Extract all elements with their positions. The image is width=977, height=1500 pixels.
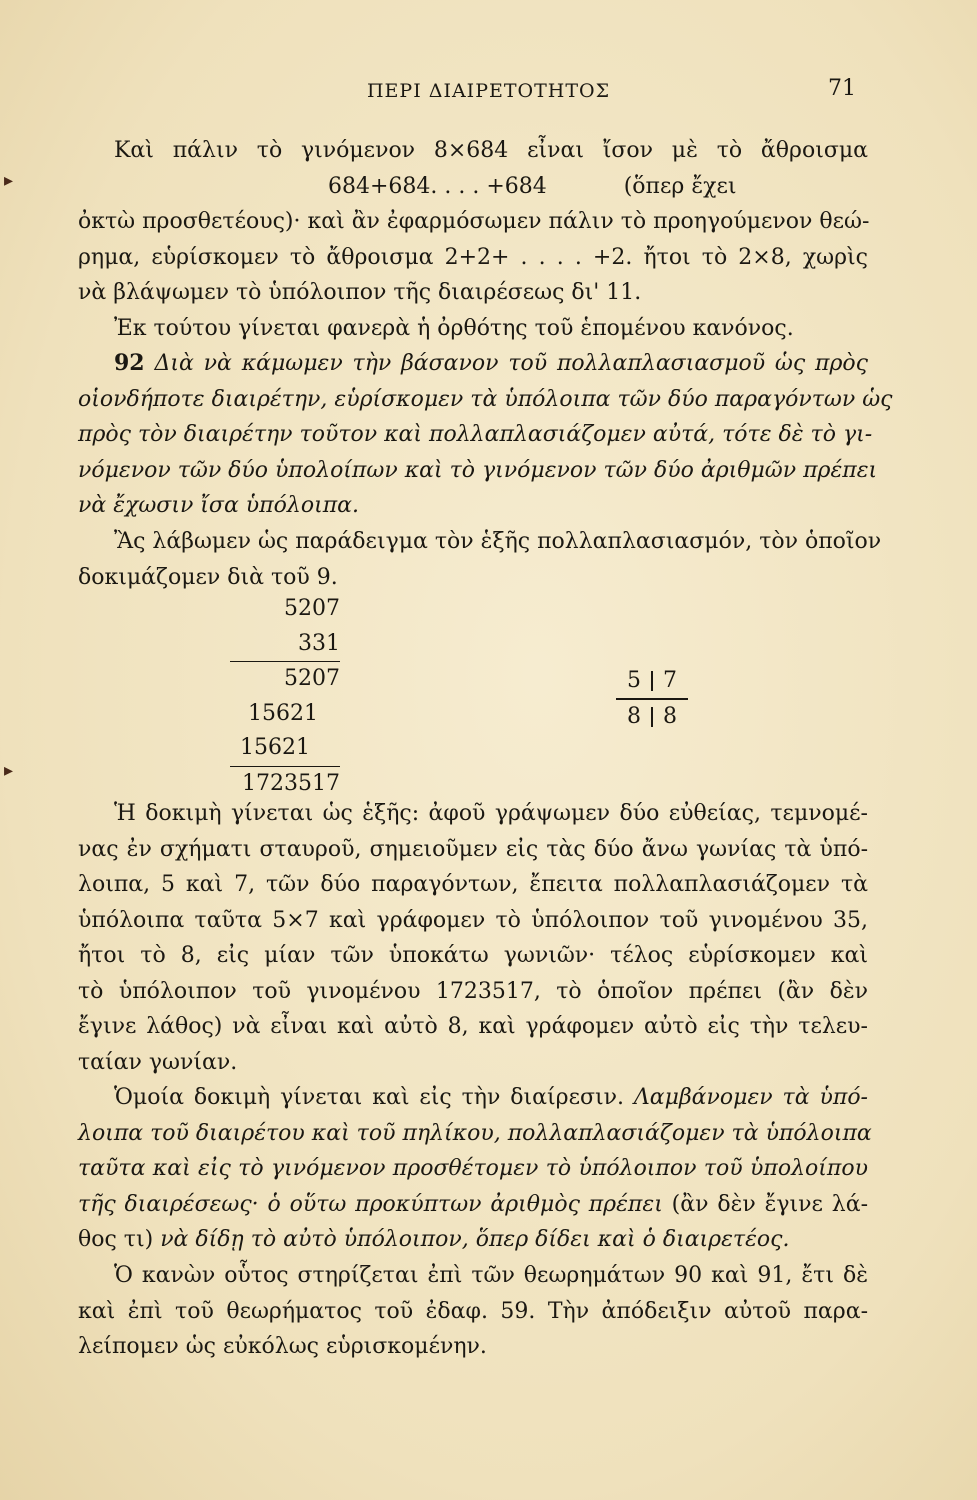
explanation-paragraph — [78, 796, 868, 1080]
cross-top-right: 7 — [663, 668, 677, 693]
text-line: ὑπόλοιπα ταῦτα 5⨯7 καὶ γράφομεν τὸ ὑπόλοιπον τοῦ γινομένου 35, — [78, 907, 868, 933]
text-line: οἱονδήποτε διαιρέτην, εὑρίσκομεν τὰ ὑπόλοιπα τῶν δύο παραγόντων ὡς — [78, 386, 893, 412]
text-line: Ὁ κανὼν οὗτος στηρίζεται ἐπὶ τῶν θεωρημάτων 90 καὶ 91, ἔτι δὲ — [114, 1263, 868, 1288]
division-text: νὰ δίδῃ τὸ αὐτὸ ὑπόλοιπον, ὅπερ δίδει καὶ ὁ διαιρετέος. — [160, 1227, 790, 1252]
intro-paragraph — [78, 133, 868, 346]
text-line: νας ἐν σχήματι σταυροῦ, σημειοῦμεν εἰς τὰς δύο ἄνω γωνίας τὰ ὑπό- — [78, 836, 868, 862]
section-92 — [78, 346, 893, 524]
text-line — [78, 1187, 868, 1223]
cross-top-left: 5 — [627, 668, 641, 693]
text-line: 684+684. . . . +684 (ὅπερ ἔχει — [328, 173, 737, 199]
closing-paragraph — [78, 1258, 868, 1365]
text-line: ἤτοι τὸ 8, εἰς μίαν τῶν ὑποκάτω γωνιῶν· τέλος εὑρίσκομεν καὶ — [78, 943, 868, 968]
running-header: ΠΕΡΙ ΔΙΑΙΡΕΤΟΤΗΤΟΣ — [366, 80, 611, 102]
text-line: δοκιμάζομεν διὰ τοῦ 9. — [78, 564, 338, 590]
text-line: τὸ ὑπόλοιπον τοῦ γινομένου 1723517, τὸ ὁποῖον πρέπει (ἂν δὲν — [78, 978, 868, 1004]
margin-mark: ▸ — [4, 170, 14, 191]
text-line: καὶ ἐπὶ τοῦ θεωρήματος τοῦ ἐδαφ. 59. Τὴν ἀπόδειξιν αὐτοῦ παρα- — [78, 1298, 868, 1324]
text-line: ὀκτὼ προσθετέους)· καὶ ἂν ἐφαρμόσωμεν πάλιν τὸ προηγούμενον θεώ- — [78, 209, 870, 234]
division-parenthetical: θος τι) — [78, 1227, 154, 1252]
text-line: λείπομεν ὡς εὐκόλως εὑρισκομένην. — [78, 1334, 487, 1359]
text-line: πρὸς τὸν διαιρέτην τοῦτον καὶ πολλαπλασιάζομεν αὐτά, τότε δὲ τὸ γι- — [78, 422, 873, 447]
multiplication-layout — [240, 592, 340, 802]
text-line: ρημα, εὑρίσκομεν τὸ ἄθροισμα 2+2+ . . . . +2. ἤτοι τὸ 2⨯8, χωρὶς — [78, 244, 868, 270]
division-parenthetical: (ἂν δὲν ἔγινε λά- — [671, 1191, 868, 1217]
text-line: Ἂς λάβωμεν ὡς παράδειγμα τὸν ἑξῆς πολλαπλασιασμόν, τὸν ὁποῖον — [114, 529, 882, 554]
product: 1723517 — [242, 770, 340, 796]
text-line: Ἡ δοκιμὴ γίνεται ὡς ἑξῆς: ἀφοῦ γράψωμεν δύο εὐθείας, τεμνομέ- — [114, 801, 868, 826]
text-line: λοιπα τοῦ διαιρέτου καὶ τοῦ πηλίκου, πολλαπλασιάζομεν τὰ ὑπόλοιπα — [78, 1120, 872, 1146]
partial-product: 5207 — [284, 666, 340, 692]
text-line: ταῦτα καὶ εἰς τὸ γινόμενον προσθέτομεν τὸ ὑπόλοιπον τοῦ ὑπολοίπου — [78, 1156, 868, 1181]
partial-product: 15621 — [248, 700, 318, 726]
text-line — [78, 346, 868, 382]
cross-bottom-left: 8 — [627, 703, 641, 729]
division-lead-italic: Λαμβάνομεν τὰ ὑπό- — [633, 1085, 868, 1110]
text-line — [78, 1080, 868, 1116]
example-paragraph — [78, 524, 882, 595]
text-line: ἔγινε λάθος) νὰ εἶναι καὶ αὐτὸ 8, καὶ γράφομεν αὐτὸ εἰς τὴν τελευ- — [78, 1014, 868, 1039]
text-line: νὰ βλάψωμεν τὸ ὑπόλοιπον τῆς διαιρέσεως δι' 11. — [78, 280, 642, 305]
division-lead: Ὁμοία δοκιμὴ γίνεται καὶ εἰς τὴν διαίρεσιν. — [114, 1085, 624, 1110]
partial-product: 15621 — [240, 735, 310, 761]
cross-bottom-right: 8 — [663, 703, 677, 729]
text-line — [78, 1222, 868, 1258]
text-line: Καὶ πάλιν τὸ γινόμενον 8⨯684 εἶναι ἴσον μὲ τὸ ἄθροισμα — [114, 138, 868, 163]
division-paragraph — [78, 1080, 872, 1258]
check-cross — [612, 664, 692, 734]
text-line: ταίαν γωνίαν. — [78, 1049, 238, 1075]
margin-mark: ▸ — [4, 760, 14, 781]
text-line: νὰ ἔχωσιν ἴσα ὑπόλοιπα. — [78, 493, 360, 518]
page-number: 71 — [828, 76, 856, 101]
section-number: 92 — [114, 350, 145, 376]
text-line: Ἐκ τούτου γίνεται φανερὰ ἡ ὀρθότης τοῦ ἑπομένου κανόνος. — [114, 315, 794, 341]
multiplicand: 5207 — [284, 596, 340, 621]
division-text: τῆς διαιρέσεως· ὁ οὕτω προκύπτων ἀριθμὸς πρέπει — [78, 1191, 663, 1217]
text-line: λοιπα, 5 καὶ 7, τῶν δύο παραγόντων, ἔπειτα πολλαπλασιάζομεν τὰ — [78, 872, 868, 897]
multiplier: 331 — [298, 630, 340, 656]
section-text: Διὰ νὰ κάμωμεν τὴν βάσανον τοῦ πολλαπλασιασμοῦ ὡς πρὸς — [154, 351, 868, 376]
text-line: νόμενον τῶν δύο ὑπολοίπων καὶ τὸ γινόμενον τῶν δύο ἀριθμῶν πρέπει — [78, 457, 878, 483]
